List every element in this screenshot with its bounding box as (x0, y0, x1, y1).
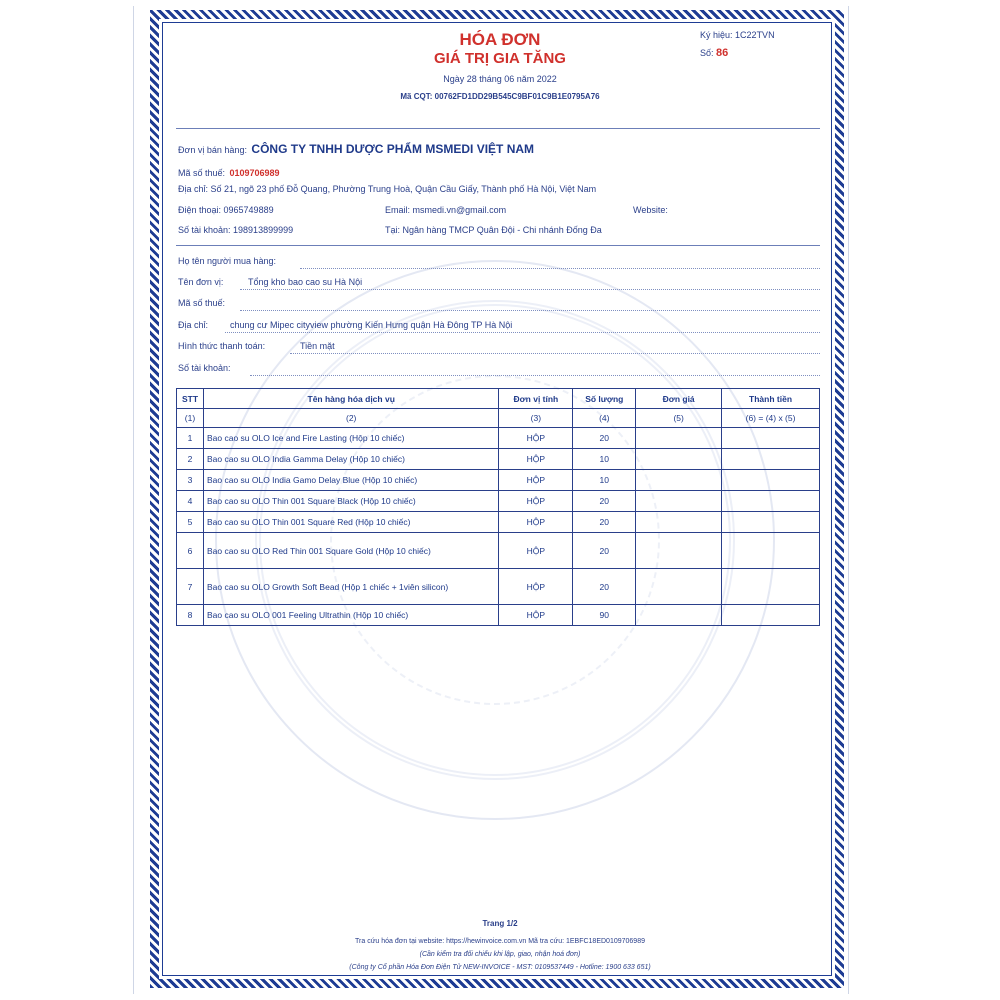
row-unit: HỘP (499, 449, 573, 470)
lookup-info: Tra cứu hóa đơn tại website: https://hewinvoice.com.vn Mã tra cứu: 1EBFC18ED0109706989 (355, 938, 645, 945)
row-amount (722, 569, 820, 605)
header-divider (176, 128, 820, 129)
table-row (177, 449, 820, 470)
sub-4: (4) (573, 409, 636, 428)
invoice-number-label: Số: (700, 48, 714, 58)
seller-email: Email: msmedi.vn@gmail.com (385, 205, 507, 215)
dotted-line (250, 375, 820, 376)
row-stt: 7 (177, 569, 204, 605)
row-stt: 4 (177, 491, 204, 512)
row-stt: 5 (177, 512, 204, 533)
sub-2: (2) (203, 409, 498, 428)
row-unit: HỘP (499, 428, 573, 449)
seller-unit-name: CÔNG TY TNHH DƯỢC PHẨM MSMEDI VIỆT NAM (251, 142, 535, 156)
col-price: Đơn giá (636, 389, 722, 409)
row-name: Bao cao su OLO Thin 001 Square Red (Hộp 10 chiếc) (203, 512, 498, 533)
row-unit: HỘP (499, 533, 573, 569)
row-unit: HỘP (499, 605, 573, 626)
row-price (636, 491, 722, 512)
row-price (636, 512, 722, 533)
row-qty: 20 (573, 512, 636, 533)
dotted-line (240, 310, 820, 311)
row-name: Bao cao su OLO India Gamma Delay (Hộp 10 chiếc) (203, 449, 498, 470)
dotted-line (300, 268, 820, 269)
seller-address: Địa chỉ: Số 21, ngõ 23 phố Đỗ Quang, Phường Trung Hoà, Quận Cầu Giấy, Thành phố Hà Nội, Việt Nam (178, 184, 597, 194)
symbol-value: 1C22TVN (735, 30, 775, 40)
seller-divider (176, 245, 820, 246)
seller-bank: Tại: Ngân hàng TMCP Quân Đội - Chi nhánh Đống Đa (385, 225, 602, 235)
row-price (636, 470, 722, 491)
col-amount: Thành tiền (722, 389, 820, 409)
row-amount (722, 605, 820, 626)
row-name: Bao cao su OLO Red Thin 001 Square Gold (Hộp 10 chiếc) (203, 533, 498, 569)
symbol-label: Ký hiệu: (700, 30, 733, 40)
invoice-title: HÓA ĐƠN (459, 30, 541, 49)
cqt-code: Mã CQT: 00762FD1DD29B545C9BF01C9B1E0795A76 (400, 92, 600, 101)
buyer-payment-label: Hình thức thanh toán: (178, 341, 266, 351)
row-stt: 3 (177, 470, 204, 491)
seller-tax-label: Mã số thuế: (178, 168, 226, 178)
seller-tax (178, 163, 280, 181)
sub-1: (1) (177, 409, 204, 428)
row-amount (722, 470, 820, 491)
page-number: Trang 1/2 (482, 919, 518, 928)
table-row (177, 605, 820, 626)
sub-6: (6) = (4) x (5) (722, 409, 820, 428)
col-qty: Số lượng (573, 389, 636, 409)
row-amount (722, 449, 820, 470)
dotted-line (225, 332, 820, 333)
row-qty: 10 (573, 470, 636, 491)
seller-unit-label: Đơn vị bán hàng: (178, 145, 247, 155)
row-amount (722, 428, 820, 449)
table-row (177, 428, 820, 449)
buyer-unit-label: Tên đơn vị: (178, 277, 224, 287)
row-price (636, 449, 722, 470)
row-name: Bao cao su OLO Ice and Fire Lasting (Hộp 10 chiếc) (203, 428, 498, 449)
table-subheader-row (177, 409, 820, 428)
invoice-number (700, 47, 728, 59)
table-row (177, 533, 820, 569)
table-row (177, 512, 820, 533)
row-qty: 20 (573, 428, 636, 449)
row-qty: 20 (573, 533, 636, 569)
table-row (177, 491, 820, 512)
seller-phone: Điện thoại: 0965749889 (178, 205, 274, 215)
sub-5: (5) (636, 409, 722, 428)
row-amount (722, 533, 820, 569)
seller-website: Website: (633, 205, 668, 215)
row-price (636, 428, 722, 449)
row-name: Bao cao su OLO Growth Soft Bead (Hộp 1 chiếc + 1viên silicon) (203, 569, 498, 605)
row-stt: 1 (177, 428, 204, 449)
row-qty: 20 (573, 569, 636, 605)
row-name: Bao cao su OLO 001 Feeling Ultrathin (Hộp 10 chiếc) (203, 605, 498, 626)
provider-info: (Công ty Cổ phần Hóa Đơn Điện Tử NEW-INVOICE - MST: 0109537449 - Hotline: 1900 633 651) (349, 964, 651, 971)
buyer-unit-value: Tổng kho bao cao su Hà Nội (248, 277, 363, 287)
invoice-subtitle: GIÁ TRỊ GIA TĂNG (434, 50, 566, 67)
buyer-account-label: Số tài khoản: (178, 363, 231, 373)
row-stt: 2 (177, 449, 204, 470)
row-stt: 6 (177, 533, 204, 569)
col-name: Tên hàng hóa dịch vụ (203, 389, 498, 409)
row-qty: 10 (573, 449, 636, 470)
invoice-date: Ngày 28 tháng 06 năm 2022 (443, 74, 557, 84)
verification-note: (Cần kiểm tra đối chiếu khi lập, giao, nhận hoá đơn) (419, 951, 581, 958)
row-amount (722, 491, 820, 512)
row-price (636, 569, 722, 605)
table-row (177, 470, 820, 491)
dotted-line (240, 289, 820, 290)
buyer-tax-label: Mã số thuế: (178, 298, 226, 308)
col-stt: STT (177, 389, 204, 409)
sub-3: (3) (499, 409, 573, 428)
col-unit: Đơn vị tính (499, 389, 573, 409)
row-price (636, 605, 722, 626)
row-amount (722, 512, 820, 533)
buyer-address-label: Địa chỉ: (178, 320, 209, 330)
row-unit: HỘP (499, 569, 573, 605)
buyer-address-value: chung cư Mipec cityview phường Kiến Hưng quận Hà Đông TP Hà Nội (230, 320, 513, 330)
dotted-line (290, 353, 820, 354)
row-name: Bao cao su OLO Thin 001 Square Black (Hộp 10 chiếc) (203, 491, 498, 512)
seller-unit (178, 140, 534, 158)
symbol (700, 30, 775, 40)
row-qty: 20 (573, 491, 636, 512)
buyer-payment-value: Tiền mặt (300, 341, 335, 351)
seller-tax-code: 0109706989 (229, 168, 280, 178)
row-name: Bao cao su OLO India Gamo Delay Blue (Hộp 10 chiếc) (203, 470, 498, 491)
row-unit: HỘP (499, 512, 573, 533)
items-table (176, 388, 820, 626)
table-row (177, 569, 820, 605)
row-unit: HỘP (499, 470, 573, 491)
invoice-number-value: 86 (716, 47, 729, 59)
row-price (636, 533, 722, 569)
table-header-row (177, 389, 820, 409)
buyer-name-label: Họ tên người mua hàng: (178, 256, 276, 266)
row-stt: 8 (177, 605, 204, 626)
row-qty: 90 (573, 605, 636, 626)
seller-account: Số tài khoản: 198913899999 (178, 225, 294, 235)
row-unit: HỘP (499, 491, 573, 512)
